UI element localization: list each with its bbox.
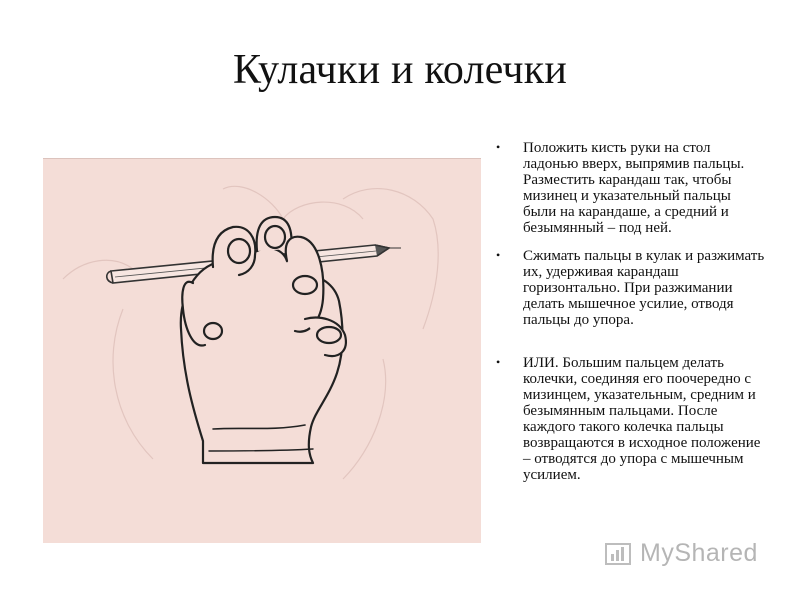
instruction-list xyxy=(496,140,766,483)
list-item-text: ИЛИ. Большим пальцем делать колечки, соединяя его поочередно с мизинцем, указательным, средним и безымянным пальцами. После каждого такого колечка пальцы возвращаются в исходное положение – отводятся до упора с мышечным усилием. xyxy=(523,354,761,483)
list-item xyxy=(496,355,766,483)
bullet-icon: • xyxy=(496,248,501,263)
bullet-icon: • xyxy=(496,354,501,369)
watermark-logo xyxy=(604,534,764,572)
list-item xyxy=(496,248,766,328)
watermark-text: MyShared xyxy=(640,538,758,567)
list-item-text: Сжимать пальцы в кулак и разжимать их, удерживая карандаш горизонтально. При разжимании делать мышечное усилие, отводя пальцы до упора. xyxy=(523,248,765,329)
bar-chart-logo-icon xyxy=(604,538,634,568)
hand-drawing xyxy=(43,159,481,543)
list-item-text: Положить кисть руки на стол ладонью вверх, выпрямив пальцы. Разместить карандаш так, чтобы мизинец и указательный пальцы были на карандаше, а средний и безымянный – под ней. xyxy=(523,140,745,237)
list-item xyxy=(496,140,766,236)
bullet-icon: • xyxy=(496,140,501,154)
hand-pencil-illustration xyxy=(43,158,481,543)
slide-title: Кулачки и колечки xyxy=(232,47,568,93)
